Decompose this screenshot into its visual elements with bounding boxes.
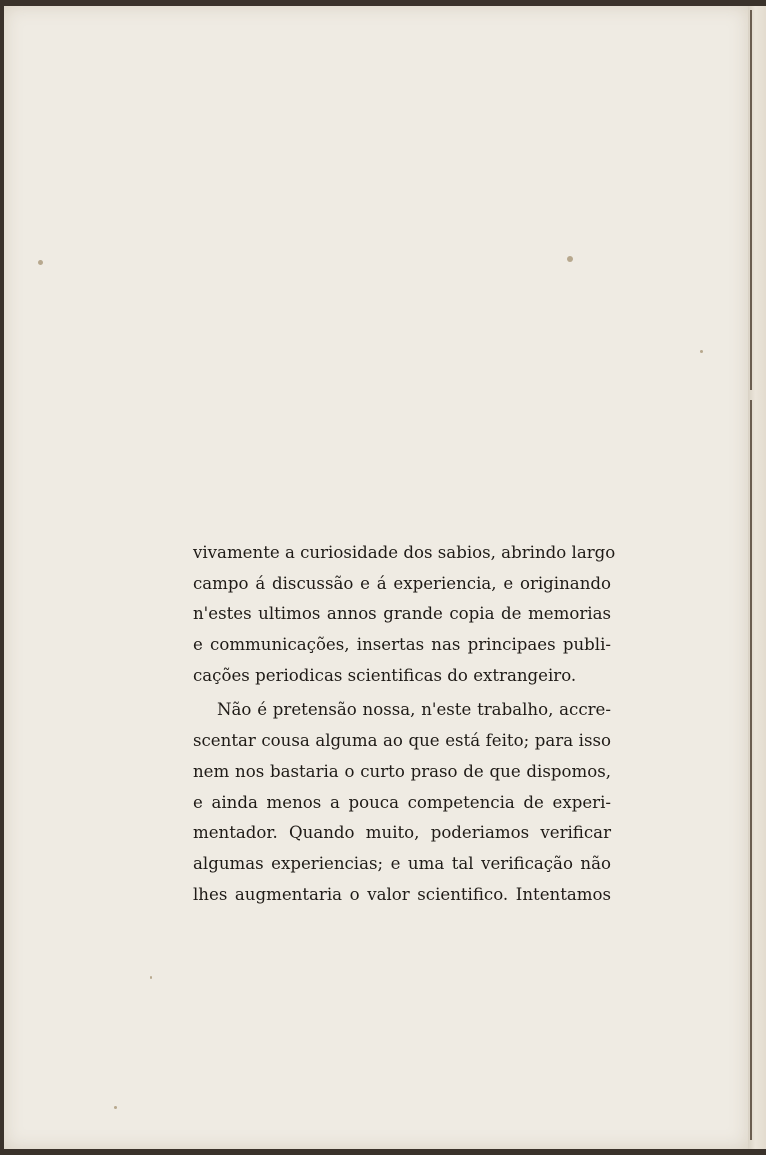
paragraph bbox=[193, 538, 616, 691]
text-line: Não é pretensão nossa, n'este trabalho, accre- bbox=[217, 700, 611, 720]
paper-speck bbox=[567, 256, 573, 262]
text-line: e communicações, insertas nas principaes publi- bbox=[193, 635, 611, 655]
paragraph bbox=[193, 695, 611, 910]
paper-speck bbox=[700, 350, 703, 353]
text-line: mentador. Quando muito, poderiamos verificar bbox=[193, 823, 611, 843]
body-text bbox=[193, 538, 616, 910]
text-line: campo á discussão e á experiencia, e originando bbox=[193, 573, 611, 593]
paper-speck bbox=[38, 260, 43, 265]
paper-speck bbox=[114, 1106, 117, 1109]
text-line: scentar cousa alguma ao que está feito; para isso bbox=[193, 731, 611, 751]
page-edge-line bbox=[750, 400, 752, 1140]
text-line: algumas experiencias; e uma tal verificação não bbox=[193, 853, 611, 873]
paper-speck bbox=[150, 976, 152, 979]
text-line: e ainda menos a pouca competencia de experi- bbox=[193, 792, 611, 812]
text-line: vivamente a curiosidade dos sabios, abrindo largo bbox=[193, 543, 616, 562]
text-line: lhes augmentaria o valor scientifico. Intentamos bbox=[193, 884, 611, 904]
text-line: n'estes ultimos annos grande copia de memorias bbox=[193, 604, 611, 624]
text-line: nem nos bastaria o curto praso de que dispomos, bbox=[193, 761, 611, 781]
page-edge-line bbox=[750, 10, 752, 390]
text-line: cações periodicas scientificas do extrangeiro. bbox=[193, 665, 577, 685]
